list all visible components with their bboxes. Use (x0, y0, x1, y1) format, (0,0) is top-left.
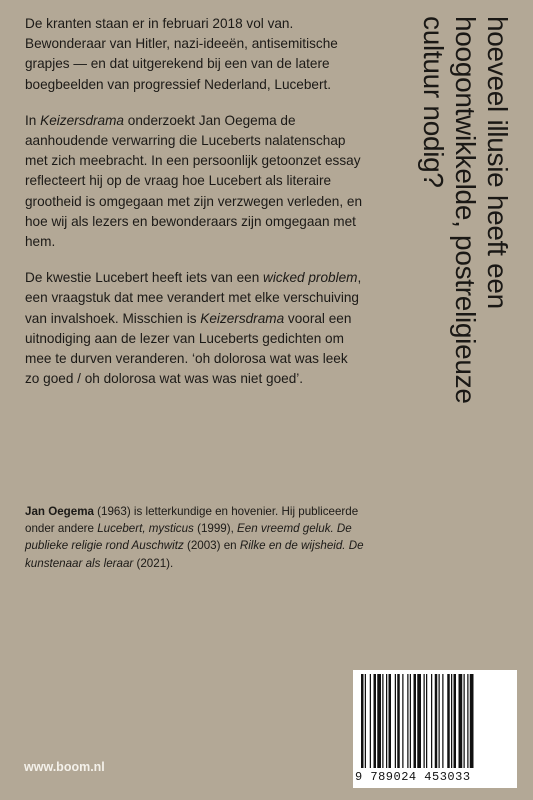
barcode-bars (361, 674, 509, 768)
tagline-line-3: cultuur nodig? (418, 16, 449, 188)
p2-rest: onderzoekt Jan Oegema de aanhoudende verwarring die Luceberts nalatenschap met zich meebracht. In een persoonlijk getoonzet essay reflecteert hij op de vraag hoe Lucebert als literaire grootheid is omgegaan met zijn verzwegen verleden, en hoe wij als lezers en bewonderaars zijn omgegaan met hem. (25, 112, 363, 250)
blurb-paragraph-3 (25, 268, 365, 389)
bio-text-3: (2003) en (183, 539, 240, 553)
author-bio (25, 503, 365, 572)
book-title-italic-2: Keizersdrama (200, 310, 285, 326)
isbn-number: 9 789024 453033 (355, 770, 471, 784)
p3-lead: De kwestie Lucebert heeft iets van een (25, 270, 264, 286)
bio-book-1: Lucebert, mysticus (97, 522, 194, 536)
author-name: Jan Oegema (25, 505, 94, 518)
bio-text-2: (1999), (193, 522, 238, 536)
tagline-line-1: hoeveel illusie heeft een (482, 16, 513, 309)
isbn-barcode (353, 670, 517, 788)
blurb-paragraph-1: De kranten staan er in februari 2018 vol van. Bewonderaar van Hitler, nazi-ideeën, antisemitische grapjes — en dat uitgerekend bij een van de latere boegbeelden van progressief Nederland, Lucebert. (25, 16, 338, 92)
blurb-text (25, 14, 365, 389)
book-title-italic: Keizersdrama (40, 112, 124, 128)
bio-book-2: Een vreemd geluk. De publieke religie rond Auschwitz (25, 522, 352, 553)
vertical-tagline (383, 16, 533, 486)
wicked-problem-italic: wicked problem (263, 270, 358, 286)
bio-text-4: (2021). (133, 556, 174, 570)
p3-mid: , een vraagstuk dat mee verandert met elke verschuiving van invalshoek. Misschien is (25, 270, 362, 326)
bio-book-3: Rilke en de wijsheid. De kunstenaar als leraar (25, 539, 364, 570)
publisher-website[interactable]: www.boom.nl (24, 760, 105, 774)
p2-lead: In (25, 112, 41, 128)
p3-rest: vooral een uitnodiging aan de lezer van Luceberts gedichten om mee te durven veranderen. ‘oh dolorosa wat was leek zo goed / oh dolorosa wat was was niet goed’. (25, 310, 352, 387)
bio-text-1: (1963) is letterkundige en hovenier. Hij publiceerde onder andere (25, 505, 359, 536)
blurb-paragraph-2 (25, 111, 365, 252)
tagline-line-2: hoogontwikkelde, postreligieuze (450, 16, 481, 404)
